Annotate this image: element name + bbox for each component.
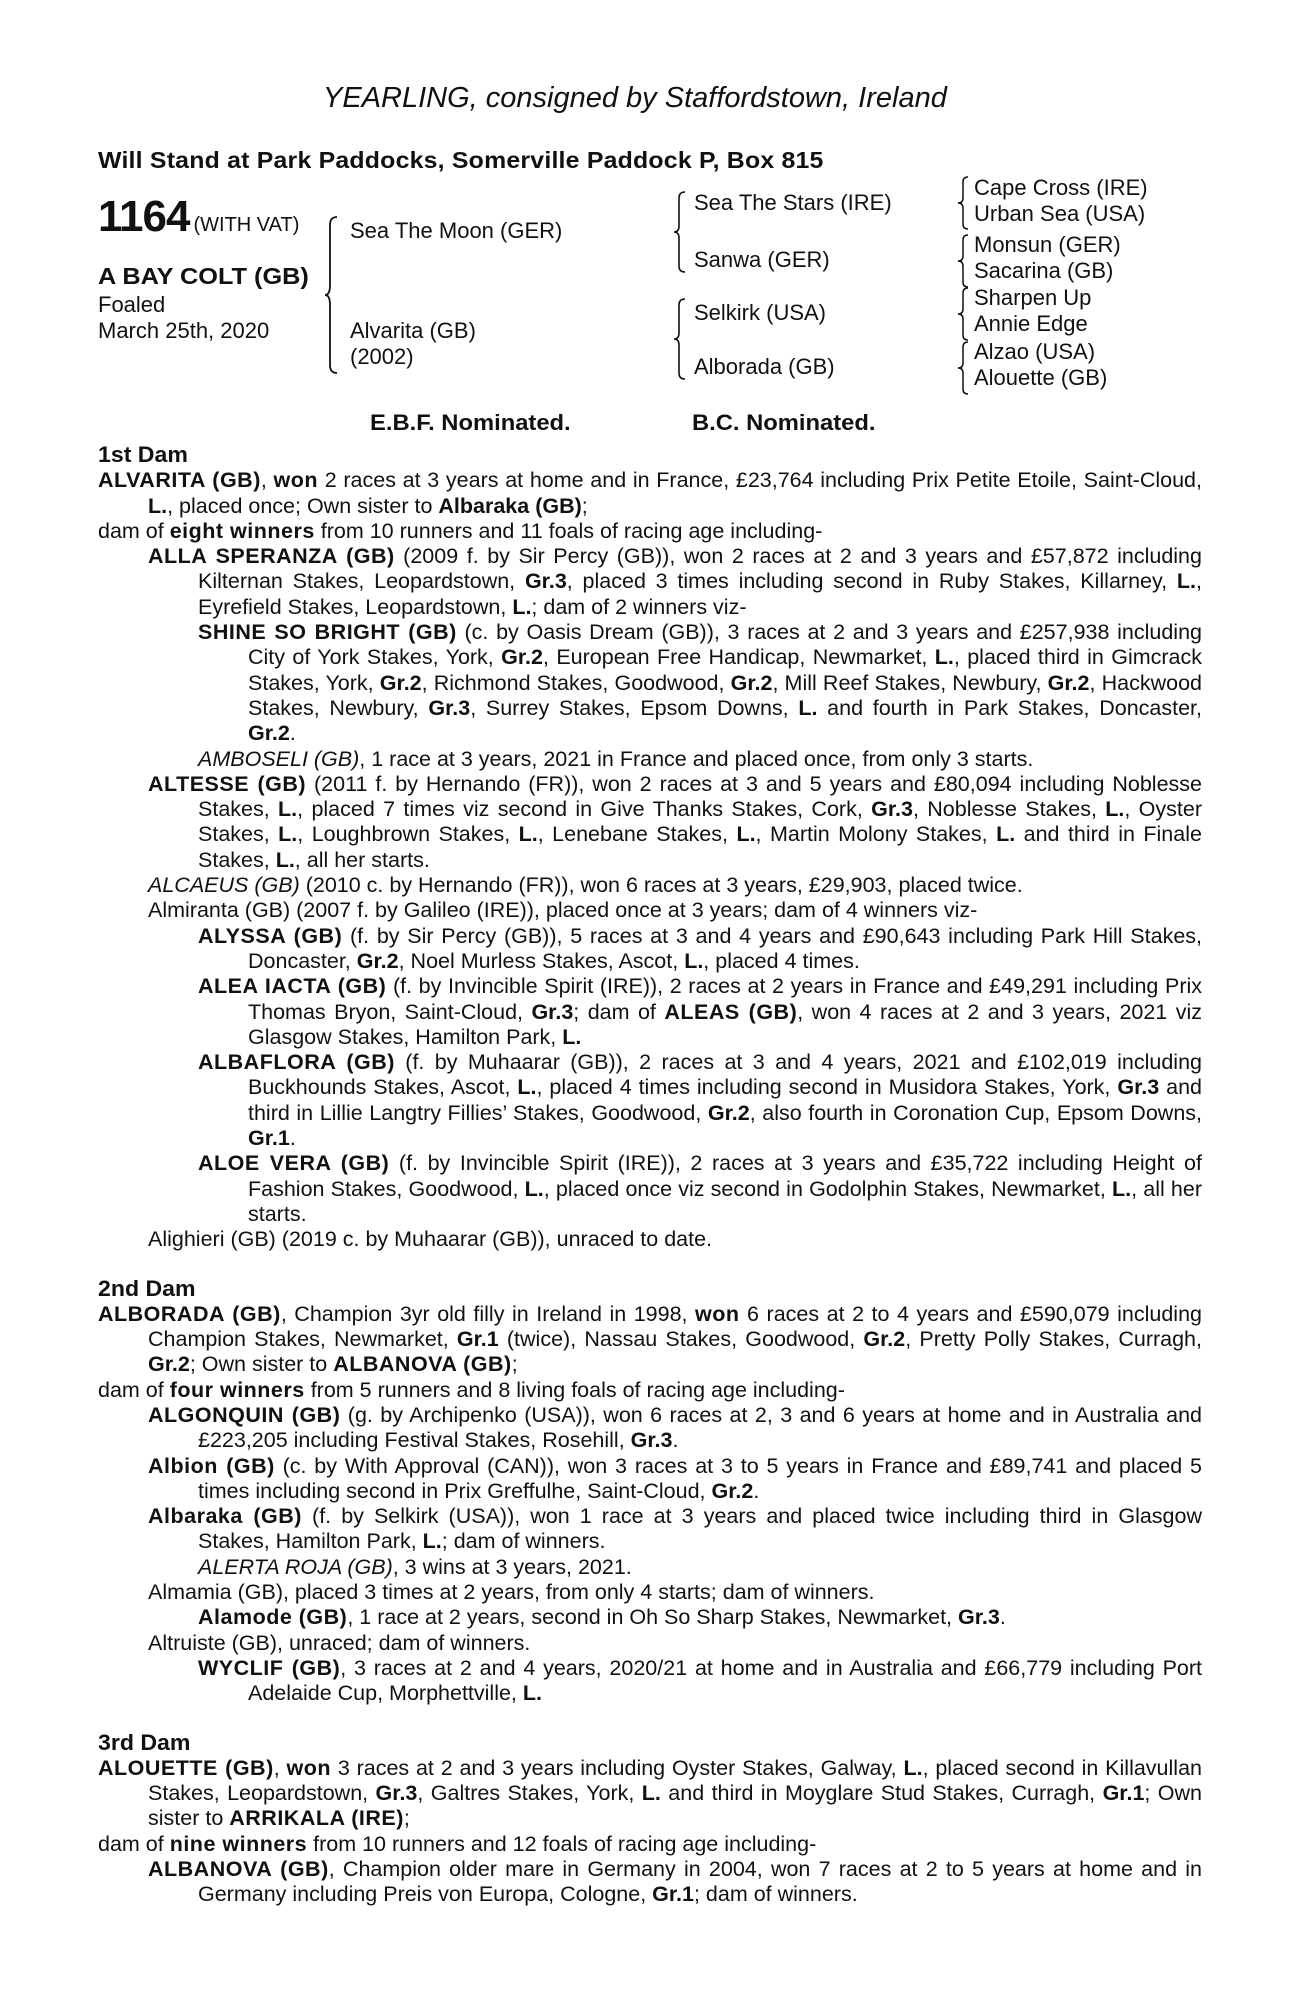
group-mark: Gr.1 (456, 1327, 499, 1352)
sister-name: ALBANOVA (GB) (333, 1352, 512, 1377)
pedigree-sire-dam: Sanwa (GER) (694, 247, 830, 272)
second-dam-name: ALBORADA (GB) (98, 1301, 281, 1326)
text: and fourth in Park Stakes, Doncaster, (817, 695, 1202, 720)
text: . (753, 1478, 760, 1503)
progeny-algonquin (98, 1403, 1202, 1454)
won-label: won (695, 1301, 740, 1326)
winners-count: eight winners (169, 518, 315, 543)
race-grade: L. (1176, 569, 1197, 594)
third-dam-heading: 3rd Dam (98, 1729, 191, 1755)
rich-text (347, 1605, 1005, 1629)
race-grade: L. (1105, 797, 1125, 822)
race-grade: L. (1112, 1176, 1132, 1201)
progeny-name: WYCLIF (GB) (198, 1655, 341, 1680)
race-grade: L. (798, 695, 818, 720)
text: , Champion 3yr old filly in Ireland in 1998, (280, 1301, 696, 1326)
rich-text (198, 1504, 1202, 1553)
text: , placed 4 times including second in Musidora Stakes, York, (536, 1075, 1118, 1100)
text: (g. by Archipenko (USA)), won 6 races at 2, 3 and 6 years at home and in Australia and £223,205 including Festival Stakes, Rosehill, (198, 1402, 1202, 1453)
pedigree-sire-sire: Sea The Stars (IRE) (694, 190, 892, 215)
progeny-amboseli (98, 747, 1202, 772)
text: , 1 race at 2 years, second in Oh So Sharp Stakes, Newmarket, (347, 1605, 958, 1630)
race-grade: Gr.1 (652, 1882, 694, 1907)
text: (f. by Invincible Spirit (IRE)), 2 races at 3 years and £35,722 including Height of Fashion Stakes, Goodwood, (248, 1151, 1202, 1201)
text: 6 races at 2 to 4 years and £590,079 including Champion Stakes, Newmarket, (148, 1301, 1202, 1352)
text: , placed once viz second in Godolphin Stakes, Newmarket, (543, 1176, 1112, 1201)
third-dam-name: ALOUETTE (GB) (98, 1755, 274, 1780)
g3-brace-4-icon (956, 340, 972, 396)
text: , Mill Reef Stakes, Newbury, (772, 670, 1048, 695)
progeny-name: Alamode (GB) (198, 1605, 348, 1630)
pedigree-g3-3: Monsun (GER) (974, 232, 1121, 257)
progeny-name: ALBAFLORA (GB) (198, 1050, 395, 1075)
race-grade: L. (275, 847, 295, 872)
progeny-name: ALOE VERA (GB) (198, 1151, 390, 1176)
race-grade: L. (278, 797, 298, 822)
g3-brace-1-icon (956, 175, 972, 231)
text: , all her starts. (294, 847, 430, 872)
text: from 10 runners and 11 foals of racing age including- (314, 518, 823, 543)
race-grade: Gr.3 (958, 1605, 1000, 1630)
second-dam-summary (98, 1378, 1202, 1403)
text: dam of (98, 1377, 170, 1402)
horse-description: A BAY COLT (GB) (98, 263, 309, 289)
progeny-name: ALTESSE (GB) (148, 771, 307, 796)
text: and third in Finale Stakes, (198, 822, 1202, 872)
race-grade: L. (996, 822, 1016, 847)
pedigree-g3-5: Sharpen Up (974, 285, 1092, 310)
race-grade: Gr.2 (379, 670, 422, 695)
text: , 3 races at 2 and 4 years, 2020/21 at home and in Australia and £66,779 including Port Adelaide Cup, Morphettville, (248, 1655, 1203, 1706)
text: , Noblesse Stakes, (912, 797, 1106, 822)
text: , Galtres Stakes, York, (417, 1781, 642, 1806)
third-dam-summary (98, 1832, 1202, 1857)
race-grade: L. (641, 1781, 661, 1806)
text: , 1 race at 3 years, 2021 in France and placed once, from only 3 starts. (359, 746, 1034, 771)
race-grade: Gr.3 (1117, 1075, 1160, 1100)
text: ; dam of (573, 999, 665, 1024)
text: dam of (98, 518, 170, 543)
progeny-almiranta: Almiranta (GB) (2007 f. by Galileo (IRE)), placed once at 3 years; dam of 4 winners viz- (148, 898, 978, 923)
progeny-albaflora (98, 1050, 1202, 1151)
winners-count: nine winners (169, 1831, 308, 1856)
rich-text (248, 974, 1202, 1049)
race-grade: Gr.3 (630, 1428, 673, 1453)
text: (2011 f. by Hernando (FR)), won 2 races at 3 and 5 years and £80,094 including Noblesse Stakes, (198, 771, 1202, 822)
progeny-name: ALCAEUS (GB) (148, 873, 300, 898)
race-grade: Gr.2 (248, 721, 290, 746)
race-grade: Gr.3 (871, 797, 913, 822)
text: . (289, 721, 296, 746)
rich-text (248, 924, 1202, 973)
second-dam-entry (98, 1302, 1202, 1378)
race-grade: L. (517, 1075, 537, 1100)
rich-text (248, 1656, 1202, 1705)
progeny-alyssa (98, 924, 1202, 975)
rich-text (198, 1857, 1202, 1906)
pedigree-dam-sire: Selkirk (USA) (694, 300, 827, 325)
text: (f. by Invincible Spirit (IRE)), 2 races at 2 years in France and £49,291 including Prix Thomas Bryon, Saint-Cloud, (248, 974, 1202, 1024)
race-grade: Gr.2 (1047, 670, 1090, 695)
text: , Surrey Stakes, Epsom Downs, (470, 695, 799, 720)
text: (twice), Nassau Stakes, Goodwood, (498, 1327, 864, 1352)
rich-text (198, 1454, 1202, 1503)
text: ; (581, 493, 588, 518)
text: ; dam of 2 winners viz- (531, 594, 747, 619)
lot-number: 1164 (98, 192, 190, 241)
foaled-label: Foaled (98, 292, 166, 317)
won-label: won (273, 468, 319, 493)
pedigree-g3-8: Alouette (GB) (974, 365, 1108, 390)
text: , Pretty Polly Stakes, Curragh, (905, 1327, 1202, 1352)
text: , placed 3 times including second in Ruby Stakes, Killarney, (566, 569, 1177, 594)
pedigree-g3-7: Alzao (USA) (974, 339, 1096, 364)
progeny-wyclif (98, 1656, 1202, 1707)
text: (f. by Muhaarar (GB)), 2 races at 3 and 4 years, 2021 and £102,019 including Buckhounds Stakes, Ascot, (248, 1050, 1202, 1100)
progeny-name: ALGONQUIN (GB) (148, 1402, 341, 1427)
dam-line-brace-icon (672, 297, 690, 381)
text: , Oyster Stakes, (198, 797, 1202, 847)
text: ; Own sister to (189, 1352, 334, 1377)
group-mark: Gr.2 (148, 1352, 190, 1377)
related-horse: ARRIKALA (IRE) (229, 1806, 404, 1831)
g3-brace-3-icon (956, 286, 972, 342)
race-grade: L. (422, 1529, 442, 1554)
progeny-name: SHINE SO BRIGHT (GB) (198, 620, 457, 645)
rich-text (198, 1403, 1202, 1452)
bc-nominated: B.C. Nominated. (692, 410, 876, 435)
progeny-name: Albion (GB) (148, 1453, 275, 1478)
race-grade: L. (684, 948, 704, 973)
race-grade: Gr.3 (524, 569, 567, 594)
text: (2009 f. by Sir Percy (GB)), won 2 races at 2 and 3 years and £57,872 including Kilternan Stakes, Leopardstown, (198, 544, 1202, 594)
text: (c. by With Approval (CAN)), won 3 races at 3 to 5 years in France and £89,741 and placed 5 times including second in Prix Greffulhe, Saint-Cloud, (198, 1453, 1202, 1503)
progeny-name: Albaraka (GB) (148, 1504, 302, 1529)
race-grade: L. (512, 594, 532, 619)
pedigree-dam-name: Alvarita (GB) (350, 318, 476, 343)
race-grade: Gr.3 (531, 999, 574, 1024)
text: ; Own sister to (148, 1781, 1202, 1831)
race-grade: L. (934, 645, 954, 670)
foaled-info (98, 292, 269, 344)
text: , Lenebane Stakes, (537, 822, 737, 847)
race-grade: L. (518, 822, 538, 847)
text: (2010 c. by Hernando (FR)), won 6 races at 3 years, £29,903, placed twice. (299, 873, 1023, 898)
consignor-line: YEARLING, consigned by Staffordstown, Ireland (323, 82, 947, 114)
progeny-name: ALLA SPERANZA (GB) (148, 544, 395, 569)
text: from 10 runners and 12 foals of racing age including- (307, 1831, 817, 1856)
text: , Noel Murless Stakes, Ascot, (398, 948, 685, 973)
text: 2 races at 3 years at home and in France, £23,764 including Prix Petite Etoile, Saint-Cloud, (318, 468, 1202, 493)
race-grade: Gr.3 (375, 1781, 418, 1806)
progeny-name: ALYSSA (GB) (198, 923, 343, 948)
won-label: won (286, 1755, 332, 1780)
third-dam-entry: ALOUETTE (GB), won 3 races at 2 and 3 years including Oyster Stakes, Galway, L., placed second in Killavullan Stakes, Leopardstown, Gr.3, Galtres Stakes, York, L. and third in Moyglare Stud Stakes, Curragh, Gr.1; Own sister to ARRIKALA (IRE); (98, 1755, 1202, 1831)
text: , all her starts. (248, 1176, 1203, 1226)
lot-header (98, 192, 299, 242)
progeny-almamia: Almamia (GB), placed 3 times at 2 years, from only 4 starts; dam of winners. (148, 1580, 875, 1605)
text: ; (511, 1352, 518, 1377)
text: , 3 wins at 3 years, 2021. (392, 1554, 632, 1579)
pedigree-g3-6: Annie Edge (974, 311, 1088, 336)
pedigree-sire: Sea The Moon (GER) (350, 218, 563, 243)
progeny-name: ALBANOVA (GB) (148, 1857, 329, 1882)
text: . (289, 1126, 296, 1151)
second-dam-heading: 2nd Dam (98, 1275, 196, 1301)
race-grade: Gr.2 (711, 1478, 754, 1503)
progeny-name: ALERTA ROJA (GB) (198, 1554, 393, 1579)
g3-brace-2-icon (956, 233, 972, 289)
progeny-name: ALEA IACTA (GB) (198, 974, 387, 999)
text: 3 races at 2 and 3 years including Oyster Stakes, Galway, (331, 1755, 904, 1780)
text: . (672, 1428, 679, 1453)
race-grade: Gr.2 (356, 948, 399, 973)
listed-mark: L. (148, 493, 168, 518)
sire-dam-brace-icon (323, 215, 343, 375)
text: , placed 4 times. (703, 948, 860, 973)
first-dam-summary (98, 519, 1202, 544)
race-grade: Gr.2 (707, 1100, 750, 1125)
progeny-shine-so-bright (98, 620, 1202, 746)
text: (c. by Oasis Dream (GB)), 3 races at 2 and 3 years and £257,938 including City of York Stakes, York, (248, 620, 1202, 670)
text: dam of (98, 1831, 170, 1856)
progeny-alea-iacta (98, 974, 1202, 1050)
text: , Martin Molony Stakes, (755, 822, 997, 847)
pedigree-dam-dam: Alborada (GB) (694, 354, 835, 379)
progeny-albaraka (98, 1504, 1202, 1555)
progeny-alamode (98, 1605, 1202, 1630)
text: , Champion older mare in Germany in 2004, won 7 races at 2 to 5 years at home and in Germany including Preis von Europa, Cologne, (198, 1857, 1202, 1907)
progeny-alcaeus (98, 873, 1202, 898)
text: ; (403, 1806, 410, 1831)
text: (f. by Selkirk (USA)), won 1 race at 3 years and placed twice including third in Glasgow Stakes, Hamilton Park, (198, 1504, 1202, 1554)
first-dam-entry: ALVARITA (GB), won 2 races at 3 years at home and in France, £23,764 including Prix Petite Etoile, Saint-Cloud, L., placed once; Own sister to Albaraka (GB); (98, 468, 1202, 518)
text: , Richmond Stakes, Goodwood, (421, 670, 731, 695)
text: , also fourth in Coronation Cup, Epsom Downs, (749, 1100, 1202, 1125)
winners-count: four winners (169, 1377, 305, 1402)
text: and third in Lillie Langtry Fillies’ Stakes, Goodwood, (248, 1075, 1202, 1125)
pedigree-g3-2: Urban Sea (USA) (974, 201, 1146, 226)
progeny-altruiste: Altruiste (GB), unraced; dam of winners. (148, 1630, 531, 1655)
pedigree-dam (350, 318, 476, 370)
race-grade: L. (524, 1176, 544, 1201)
progeny-albanova (98, 1857, 1202, 1908)
race-grade: L. (562, 1024, 582, 1049)
text: , Eyrefield Stakes, Leopardstown, (198, 569, 1202, 619)
text: , placed once; Own sister to (167, 493, 439, 518)
text: , European Free Handicap, Newmarket, (543, 645, 935, 670)
produce-record (98, 442, 1202, 1908)
group-mark: Gr.2 (863, 1327, 906, 1352)
race-grade: L. (736, 822, 756, 847)
text: , placed 7 times viz second in Give Thanks Stakes, Cork, (297, 797, 872, 822)
stand-location: Will Stand at Park Paddocks, Somerville Paddock P, Box 815 (98, 147, 824, 173)
race-grade: Gr.2 (501, 645, 543, 670)
race-grade: L. (522, 1681, 542, 1706)
text: ; dam of winners. (693, 1882, 858, 1907)
pedigree-g3-1: Cape Cross (IRE) (974, 175, 1148, 200)
race-grade: Gr.2 (730, 670, 773, 695)
rich-text (198, 772, 1202, 872)
sister-name: Albaraka (GB) (438, 493, 582, 518)
text: , placed second in Killavullan Stakes, Leopardstown, (148, 1755, 1202, 1806)
rich-text (248, 1151, 1202, 1226)
text: (f. by Sir Percy (GB)), 5 races at 3 and 4 years and £90,643 including Park Hill Stakes, Doncaster, (248, 923, 1202, 973)
ebf-nominated: E.B.F. Nominated. (370, 410, 571, 435)
foaled-date: March 25th, 2020 (98, 318, 270, 343)
related-horse: ALEAS (GB) (664, 999, 798, 1024)
sire-line-brace-icon (672, 190, 690, 274)
text: , Hackwood Stakes, Newbury, (248, 670, 1202, 720)
pedigree-g3-4: Sacarina (GB) (974, 258, 1114, 283)
progeny-altesse (98, 772, 1202, 873)
text: . (999, 1605, 1006, 1630)
race-grade: L. (903, 1755, 923, 1780)
progeny-alerta-roja (98, 1555, 1202, 1580)
text: and third in Moyglare Stud Stakes, Curragh, (660, 1781, 1103, 1806)
first-dam-name: ALVARITA (GB) (98, 468, 261, 493)
race-grade: Gr.1 (248, 1126, 290, 1151)
pedigree-dam-year: (2002) (350, 344, 414, 369)
progeny-albion (98, 1454, 1202, 1505)
progeny-aloe-vera (98, 1151, 1202, 1227)
progeny-alla-speranza (98, 544, 1202, 620)
race-grade: L. (278, 822, 298, 847)
progeny-alighieri: Alighieri (GB) (2019 c. by Muhaarar (GB)), unraced to date. (148, 1227, 713, 1252)
text: ; dam of winners. (441, 1529, 606, 1554)
text: , placed third in Gimcrack Stakes, York, (248, 645, 1202, 695)
progeny-name: AMBOSELI (GB) (198, 746, 360, 771)
text: from 5 runners and 8 living foals of racing age including- (304, 1377, 845, 1402)
text: , won 4 races at 2 and 3 years, 2021 viz Glasgow Stakes, Hamilton Park, (248, 999, 1202, 1049)
text: , Loughbrown Stakes, (297, 822, 519, 847)
first-dam-heading: 1st Dam (98, 442, 188, 467)
vat-note: (WITH VAT) (193, 214, 300, 236)
race-grade: Gr.3 (428, 695, 471, 720)
race-grade: Gr.1 (1102, 1781, 1145, 1806)
